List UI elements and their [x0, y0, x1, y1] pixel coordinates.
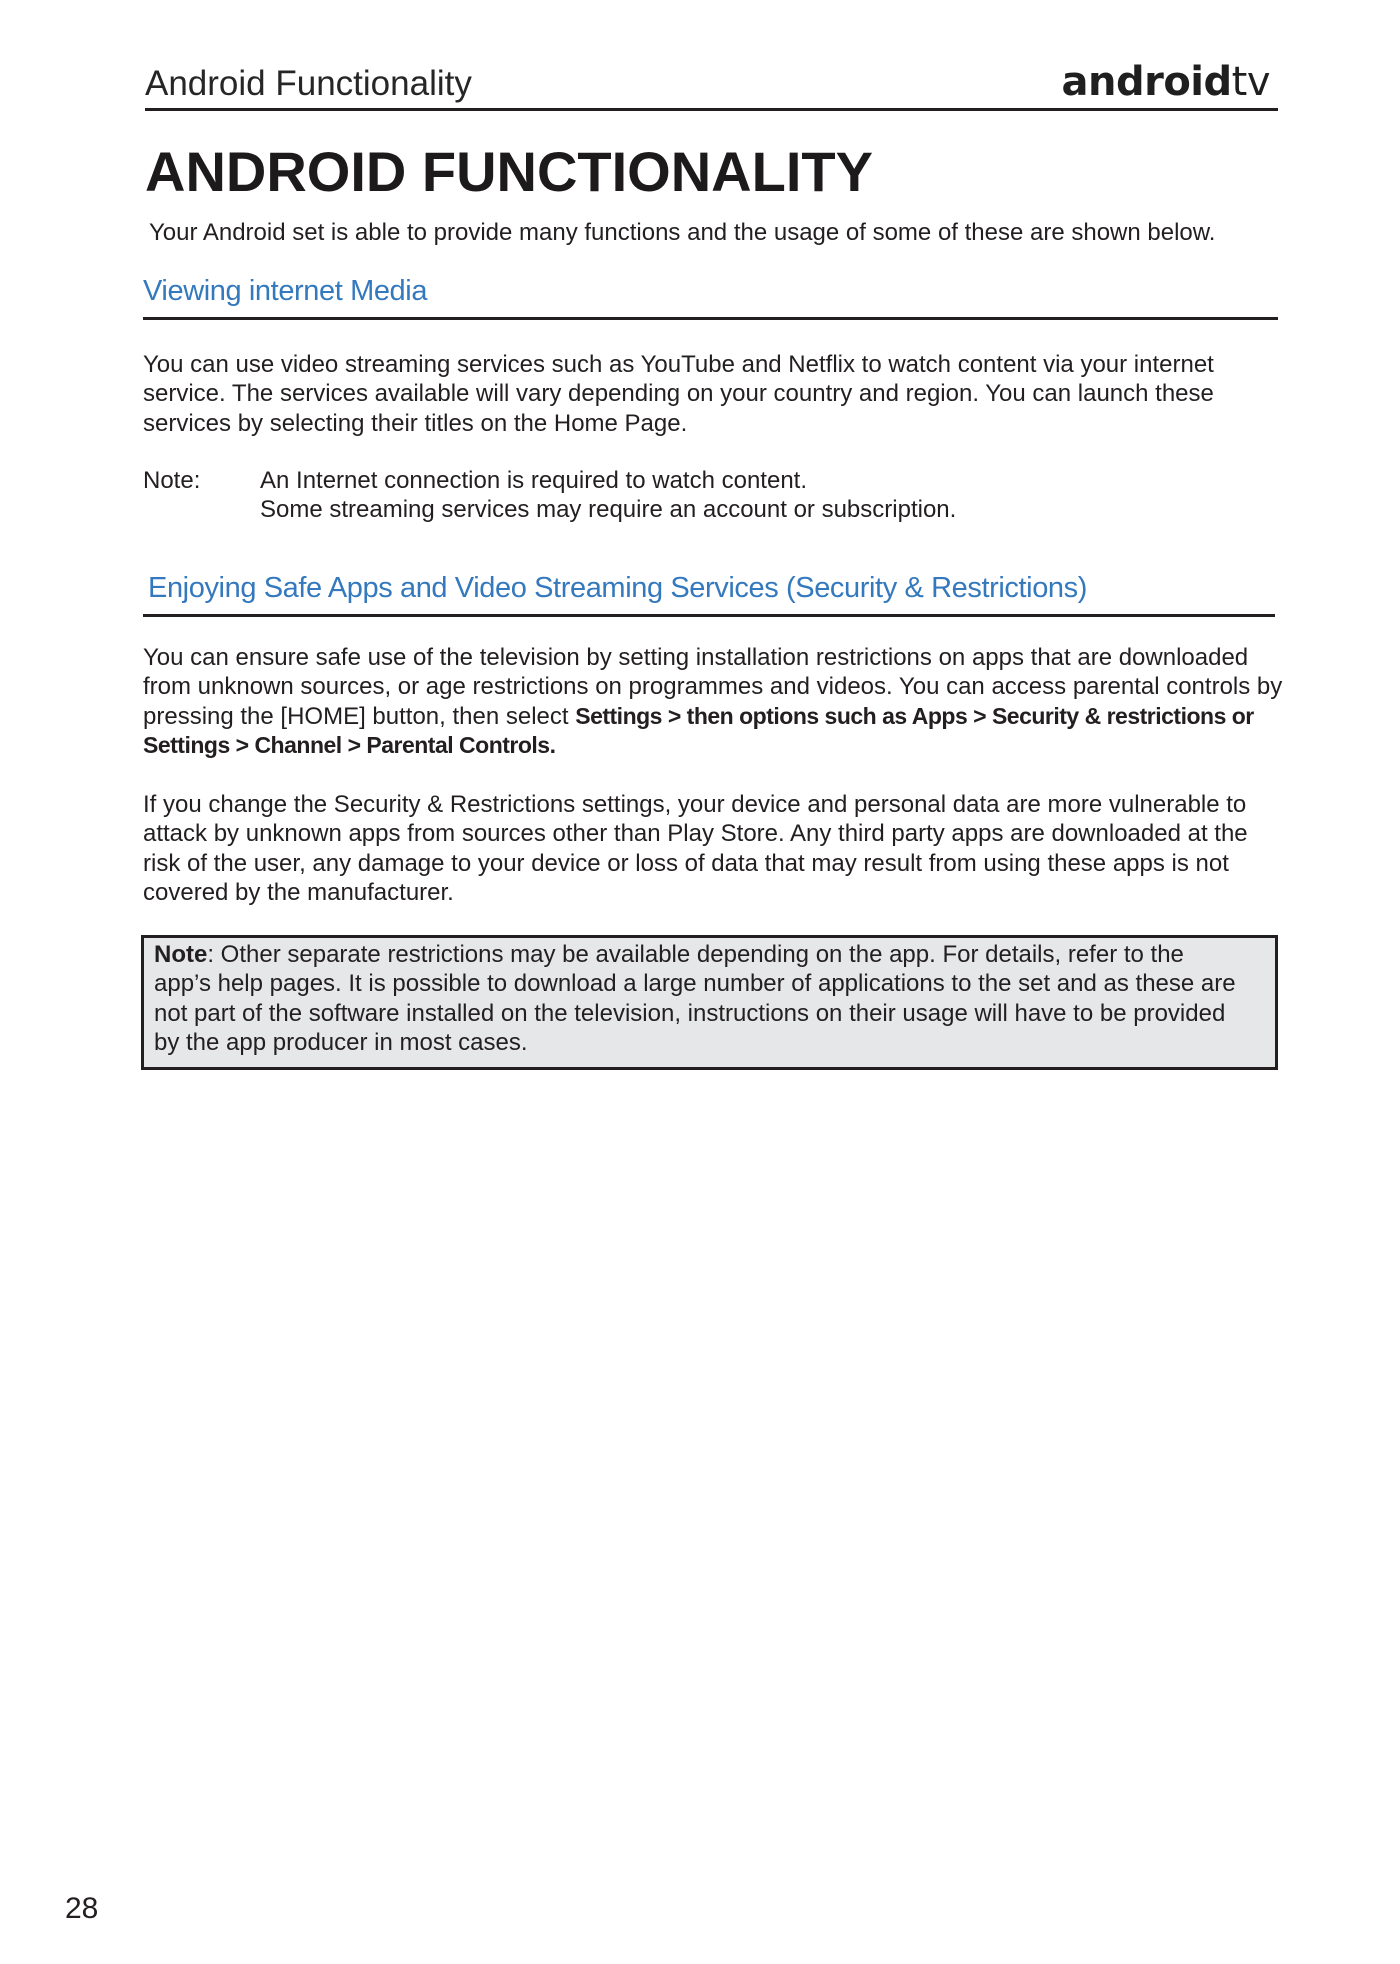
note-box-line: by the app producer in most cases.	[154, 1028, 528, 1056]
paragraph-line: services by selecting their titles on the Home Page.	[143, 409, 688, 437]
paragraph-line: If you change the Security & Restrictions settings, your device and personal data are more vulnerable to	[143, 791, 1247, 818]
settings-path-bold: Settings > then options such as Apps > Security & restrictions or	[575, 702, 1254, 729]
header-divider	[145, 108, 1278, 111]
note-box	[141, 935, 1278, 1070]
paragraph-text: from unknown sources, or age restrictions on programmes and videos. You can access parental controls by	[143, 673, 1283, 701]
androidtv-logo	[1061, 59, 1270, 105]
note-line: An Internet connection is required to watch content.	[260, 467, 807, 494]
paragraph-line: covered by the manufacturer.	[143, 878, 454, 906]
note-box-line: app’s help pages. It is possible to download a large number of applications to the set and as these are	[154, 970, 1236, 998]
note-box-text: : Other separate restrictions may be available depending on the app. For details, refer to the	[207, 941, 1184, 968]
paragraph-line	[143, 672, 1282, 701]
paragraph-text: You can ensure safe use of the television by setting installation restrictions on apps that are downloaded	[143, 644, 1249, 671]
note-label: Note:	[143, 467, 201, 494]
running-header-title: Android Functionality	[145, 64, 472, 103]
section-divider-safe-apps	[143, 614, 1275, 617]
paragraph-line: risk of the user, any damage to your device or loss of data that may result from using these apps is not	[143, 849, 1229, 877]
note-box-line	[154, 940, 1275, 969]
page-title: ANDROID FUNCTIONALITY	[145, 140, 873, 203]
section-heading-viewing-internet-media: Viewing internet Media	[143, 275, 428, 307]
intro-text: Your Android set is able to provide many functions and the usage of some of these are shown below.	[149, 219, 1216, 246]
note-box-label: Note	[154, 941, 208, 968]
section-divider-viewing	[143, 317, 1278, 320]
settings-path-bold: Settings > Channel > Parental Controls.	[143, 731, 556, 758]
note-line: Some streaming services may require an account or subscription.	[260, 496, 957, 524]
paragraph-line	[143, 643, 1282, 672]
paragraph-line	[143, 731, 1282, 760]
paragraph-line: service. The services available will vary depending on your country and region. You can launch these	[143, 380, 1214, 408]
paragraph-line: You can use video streaming services such as YouTube and Netflix to watch content via your internet	[143, 351, 1214, 378]
note-box-line: not part of the software installed on the television, instructions on their usage will have to be provided	[154, 999, 1226, 1027]
logo-tv-text: tv	[1231, 59, 1270, 105]
paragraph-text: pressing the [HOME] button, then select	[143, 702, 576, 730]
paragraph-line	[143, 702, 1282, 731]
logo-android-text: android	[1061, 59, 1232, 105]
viewing-media-note	[143, 466, 1278, 526]
section-heading-safe-apps: Enjoying Safe Apps and Video Streaming Services (Security & Restrictions)	[148, 572, 1088, 604]
viewing-media-paragraph	[143, 350, 1214, 438]
paragraph-line: attack by unknown apps from sources other than Play Store. Any third party apps are downloaded at the	[143, 820, 1248, 848]
note-lines	[260, 466, 956, 525]
safe-apps-paragraph-1	[143, 643, 1282, 760]
safe-apps-paragraph-2	[143, 790, 1248, 907]
page-number: 28	[65, 1892, 99, 1925]
